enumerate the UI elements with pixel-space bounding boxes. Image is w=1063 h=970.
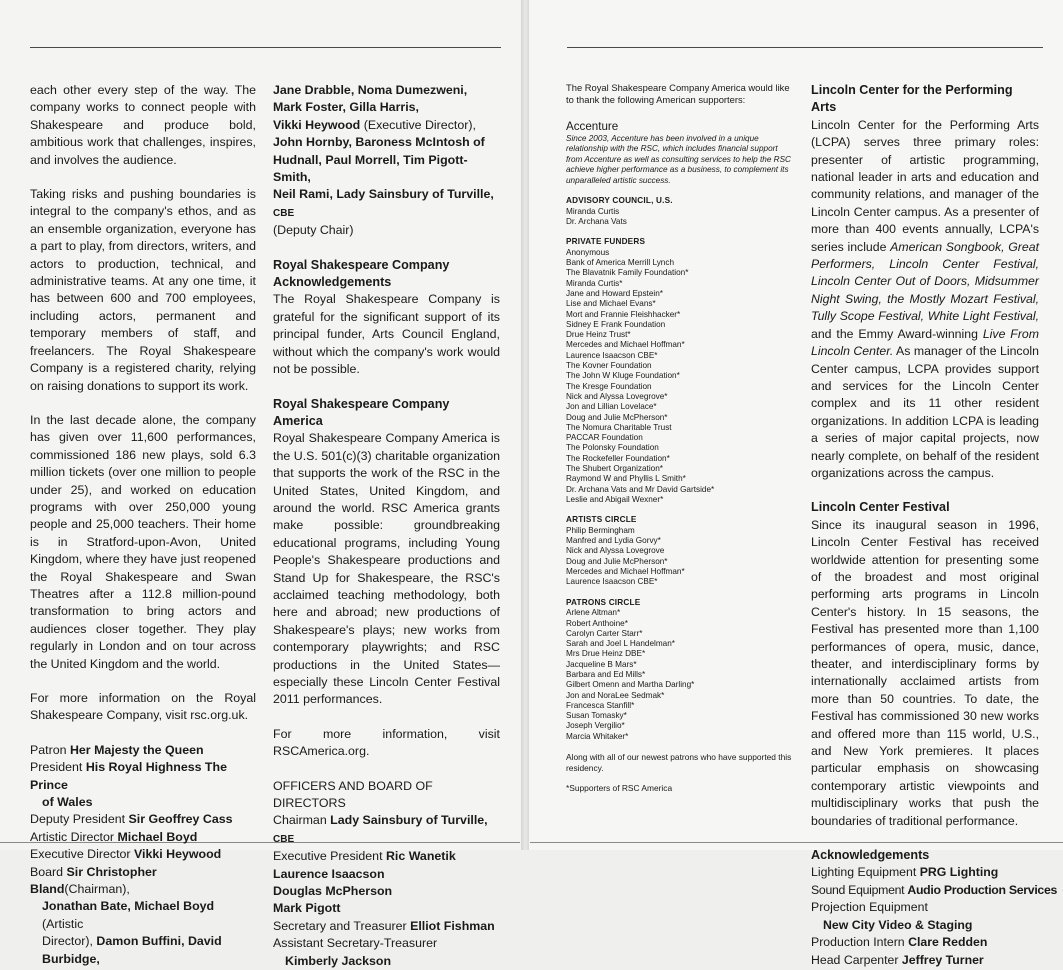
list-item: The Rockefeller Foundation* [566, 453, 670, 463]
list-item: The Polonsky Foundation [566, 443, 659, 453]
private-funders-list [566, 248, 796, 505]
list-item: Mort and Frannie Fleishhacker* [566, 309, 681, 319]
list-item: Marcia Whitaker* [566, 731, 629, 741]
list-item: Jon and NoraLee Sedmak* [566, 690, 665, 700]
column-3 [566, 82, 796, 794]
projection-equipment-name: New City Video & Staging [823, 917, 973, 932]
list-item: The Kresge Foundation [566, 381, 652, 391]
list-item: Philip Bermingham [566, 525, 635, 535]
artists-circle-heading: ARTISTS CIRCLE [566, 515, 637, 525]
list-item: The Shubert Organization* [566, 464, 663, 474]
sound-equipment-line: Sound Equipment Audio Production Services [811, 882, 1058, 897]
rsc-acknowledgements-paragraph: The Royal Shakespeare Company is grateful for the significant support of its principal funder, Arts Council England, without which the company's work would not be possible. [273, 292, 500, 377]
list-item: Francesca Stanfill* [566, 700, 635, 710]
private-funders-heading: PRIVATE FUNDERS [566, 237, 646, 247]
assistant-treasurer-name: Kimberly Jackson [285, 953, 392, 968]
advisory-council-list [566, 207, 796, 228]
list-item: Miranda Curtis [566, 206, 620, 216]
officer-line-1: Laurence Isaacson [273, 866, 385, 881]
list-item: Dr. Archana Vats [566, 216, 627, 226]
list-item: Nick and Alyssa Lovegrove* [566, 391, 668, 401]
list-item: Joseph Vergilio* [566, 721, 625, 731]
column-1 [30, 82, 256, 968]
acknowledgements-heading: Acknowledgements [811, 848, 930, 863]
right-header-rule [567, 47, 1043, 48]
board-line-3: Director), Damon Buffini, David Burbidge, [42, 934, 222, 966]
board-cont-line-7: (Deputy Chair) [273, 223, 354, 238]
president-line: President His Royal Highness The Prince [30, 760, 227, 792]
board-cont-line-5: Hudnall, Paul Morrell, Tim Pigott-Smith, [273, 152, 468, 185]
board-line: Board Sir Christopher Bland(Chairman), [30, 864, 157, 897]
rsc-america-heading: Royal Shakespeare Company America [273, 396, 450, 428]
rsc-ethos-paragraph: Taking risks and pushing boundaries is integral to the company's ethos, and as an ensemble organization, everyone has a part to play, from directors, writers, and actors to production, technical, and administrative teams. At any one time, it has between 600 and 700 employees, including actors, permanent and temporary members of staff, and freelancers. The Royal Shakespeare Company is a registered charity, relying on raising donations to support its work. [30, 187, 256, 393]
officers-heading: OFFICERS AND BOARD OF DIRECTORS [273, 778, 433, 811]
deputy-president-line: Deputy President Sir Geoffrey Cass [30, 812, 233, 827]
list-item: Doug and Julie McPherson* [566, 412, 668, 422]
newest-patrons-note: Along with all of our newest patrons who have supported this residency. [566, 752, 792, 773]
list-item: Arlene Altman* [566, 608, 621, 618]
lcpa-paragraph: Lincoln Center for the Performing Arts (LCPA) serves three primary roles: presenter of artistic programming, national leader in arts and education and community relations, and manager of the Lincoln Center campus. As a presenter of more than 400 events annually, LCPA's series include American Songbook, Great Performers, Lincoln Center Festival, Lincoln Center Out of Doors, Midsummer Night Swing, the Mostly Mozart Festival, Tully Scope Festival, White Light Festival, and the Emmy Award-winning Live From Lincoln Center. As manager of the Lincoln Center campus, LCPA provides support and services for the Lincoln Center complex and its 11 other resident organizations. In addition LCPA is leading a series of major capital projects, now nearly complete, on behalf of the resident organizations across the campus. [811, 117, 1039, 480]
list-item: The Nomura Charitable Trust [566, 422, 672, 432]
list-item: Mrs Drue Heinz DBE* [566, 649, 646, 659]
list-item: Leslie and Abigail Wexner* [566, 494, 664, 504]
list-item: Doug and Julie McPherson* [566, 556, 668, 566]
list-item: Gilbert Omenn and Martha Darling* [566, 680, 695, 690]
patrons-circle-heading: PATRONS CIRCLE [566, 597, 641, 607]
production-intern-line: Production Intern Clare Redden [811, 935, 988, 950]
board-cont-line-6: Neil Rami, Lady Sainsbury of Turville, CBE [273, 187, 494, 219]
list-item: Jon and Lillian Lovelace* [566, 402, 657, 412]
list-item: Bank of America Merrill Lynch [566, 258, 674, 268]
artists-circle-list [566, 526, 796, 588]
list-item: Laurence Isaacson CBE* [566, 577, 658, 587]
board-cont-line-2: Mark Foster, Gilla Harris, [273, 100, 419, 115]
patron-line: Patron Her Majesty the Queen [30, 742, 204, 757]
officer-line-3: Mark Pigott [273, 901, 341, 916]
president-line-cont: of Wales [42, 795, 93, 810]
list-item: Jacqueline B Mars* [566, 659, 637, 669]
accenture-text: Since 2003, Accenture has been involved in a unique relationship with the RSC, which includes financial support from Accenture as well as consulting services to help the RSC achieve higher performance as a business, to complement its unparalleled artistic success. [566, 134, 791, 185]
list-item: Barbara and Ed Mills* [566, 669, 646, 679]
list-item: Laurence Isaacson CBE* [566, 350, 658, 360]
lincoln-center-festival-paragraph: Since its inaugural season in 1996, Lincoln Center Festival has received worldwide attention for presenting some of the broadest and most original performing arts programs in Lincoln Center's history. In 15 seasons, the Festival has presented more than 1,100 performances of opera, music, dance, theater, and interdisciplinary forms by internationally acclaimed artists from more than 50 countries. To date, the Festival has commissioned 30 new works and offered more than 115 world, U.S., and New York premieres. It places particular emphasis on showcasing contemporary artistic viewpoints and multidisciplinary works that push the boundaries of traditional performance. [811, 517, 1039, 828]
artistic-director-line: Artistic Director Michael Boyd [30, 829, 198, 844]
list-item: Mercedes and Michael Hoffman* [566, 340, 685, 350]
advisory-council-heading: ADVISORY COUNCIL, U.S. [566, 196, 673, 206]
rsc-decade-paragraph: In the last decade alone, the company has given over 11,600 performances, commissioned 186 new plays, sold 6.3 million tickets (over one million to people under 25), and worked on education programs with over 250,000 young people and 25,000 teachers. Their home is in Stratford-upon-Avon, United Kingdom, where they have just reopened the Royal Shakespeare and Swan Theatres after a 112.8 million-pound transformation to bring actors and audiences closer together. They play regularly in London and on tour across the United Kingdom and the world. [30, 412, 256, 671]
list-item: Robert Anthoine* [566, 618, 628, 628]
column-2 [273, 82, 500, 970]
lighting-equipment-line: Lighting Equipment PRG Lighting [811, 865, 999, 880]
lcpa-heading: Lincoln Center for the Performing Arts [811, 83, 1013, 115]
board-line-2: Jonathan Bate, Michael Boyd (Artistic [42, 899, 215, 931]
board-cont-line-4: John Hornby, Baroness McIntosh of [273, 135, 485, 150]
list-item: Dr. Archana Vats and Mr David Gartside* [566, 484, 715, 494]
list-item: Sidney E Frank Foundation [566, 319, 666, 329]
list-item: Susan Tomasky* [566, 711, 627, 721]
page-gutter [521, 0, 529, 850]
officer-line-2: Douglas McPherson [273, 884, 393, 899]
list-item: Jane and Howard Epstein* [566, 289, 663, 298]
rsc-america-paragraph: Royal Shakespeare Company America is the U.S. 501(c)(3) charitable organization that supports the work of the RSC in the United States, United Kingdom, and around the world. RSC America grants make possible: groundbreaking educational programs, including Young People's Shakespeare productions and Stand Up for Shakespeare, the RSC's acclaimed teaching methodology, both here and abroad; new productions of Shakespeare's plays; new works from contemporary playwrights; and RSC productions in the United States—especially these Lincoln Center Festival 2011 performances. [273, 431, 500, 707]
list-item: Nick and Alyssa Lovegrove [566, 546, 665, 556]
executive-director-line: Executive Director Vikki Heywood [30, 847, 222, 862]
board-cont-line-1: Jane Drabble, Noma Dumezweni, [273, 83, 468, 97]
lincoln-center-festival-heading: Lincoln Center Festival [811, 500, 950, 515]
list-item: Drue Heinz Trust* [566, 330, 631, 340]
list-item: Manfred and Lydia Gorvy* [566, 536, 661, 546]
board-cont-line-3: Vikki Heywood (Executive Director), [273, 117, 476, 132]
treasurer-line: Secretary and Treasurer Elliot Fishman [273, 918, 495, 933]
list-item: The John W Kluge Foundation* [566, 371, 680, 381]
list-item: Raymond W and Phyllis L Smith* [566, 474, 686, 484]
supporters-footnote: *Supporters of RSC America [566, 783, 673, 794]
rsc-america-more-info: For more information, visit RSCAmerica.org. [273, 726, 500, 759]
chairman-line: Chairman Lady Sainsbury of Turville, CBE [273, 813, 488, 845]
accenture-heading: Accenture [566, 120, 619, 133]
column-4 [811, 82, 1058, 969]
list-item: Anonymous [566, 247, 610, 257]
list-item: Miranda Curtis* [566, 278, 623, 288]
projection-equipment-line: Projection Equipment [811, 900, 928, 915]
supporters-intro: The Royal Shakespeare Company America would like to thank the following American supporters: [566, 82, 790, 105]
head-carpenter-line: Head Carpenter Jeffrey Turner [811, 952, 984, 967]
rsc-more-info-paragraph: For more information on the Royal Shakespeare Company, visit rsc.org.uk. [30, 691, 256, 723]
rsc-intro-paragraph: each other every step of the way. The company works to connect people with Shakespeare and produce bold, ambitious work that challenges, inspires, and involves the audience. [30, 83, 256, 167]
assistant-treasurer-line: Assistant Secretary-Treasurer [273, 936, 438, 951]
list-item: PACCAR Foundation [566, 433, 643, 443]
list-item: The Kovner Foundation [566, 361, 652, 371]
list-item: Lise and Michael Evans* [566, 299, 656, 309]
executive-president-line: Executive President Ric Wanetik [273, 849, 456, 864]
left-header-rule [30, 47, 501, 48]
rsc-acknowledgements-heading: Royal Shakespeare Company Acknowledgements [273, 257, 450, 290]
list-item: Sarah and Joel L Handelman* [566, 639, 675, 649]
patrons-circle-list [566, 608, 796, 742]
list-item: Carolyn Carter Starr* [566, 628, 643, 638]
list-item: The Blavatnik Family Foundation* [566, 268, 689, 278]
list-item: Mercedes and Michael Hoffman* [566, 567, 685, 577]
